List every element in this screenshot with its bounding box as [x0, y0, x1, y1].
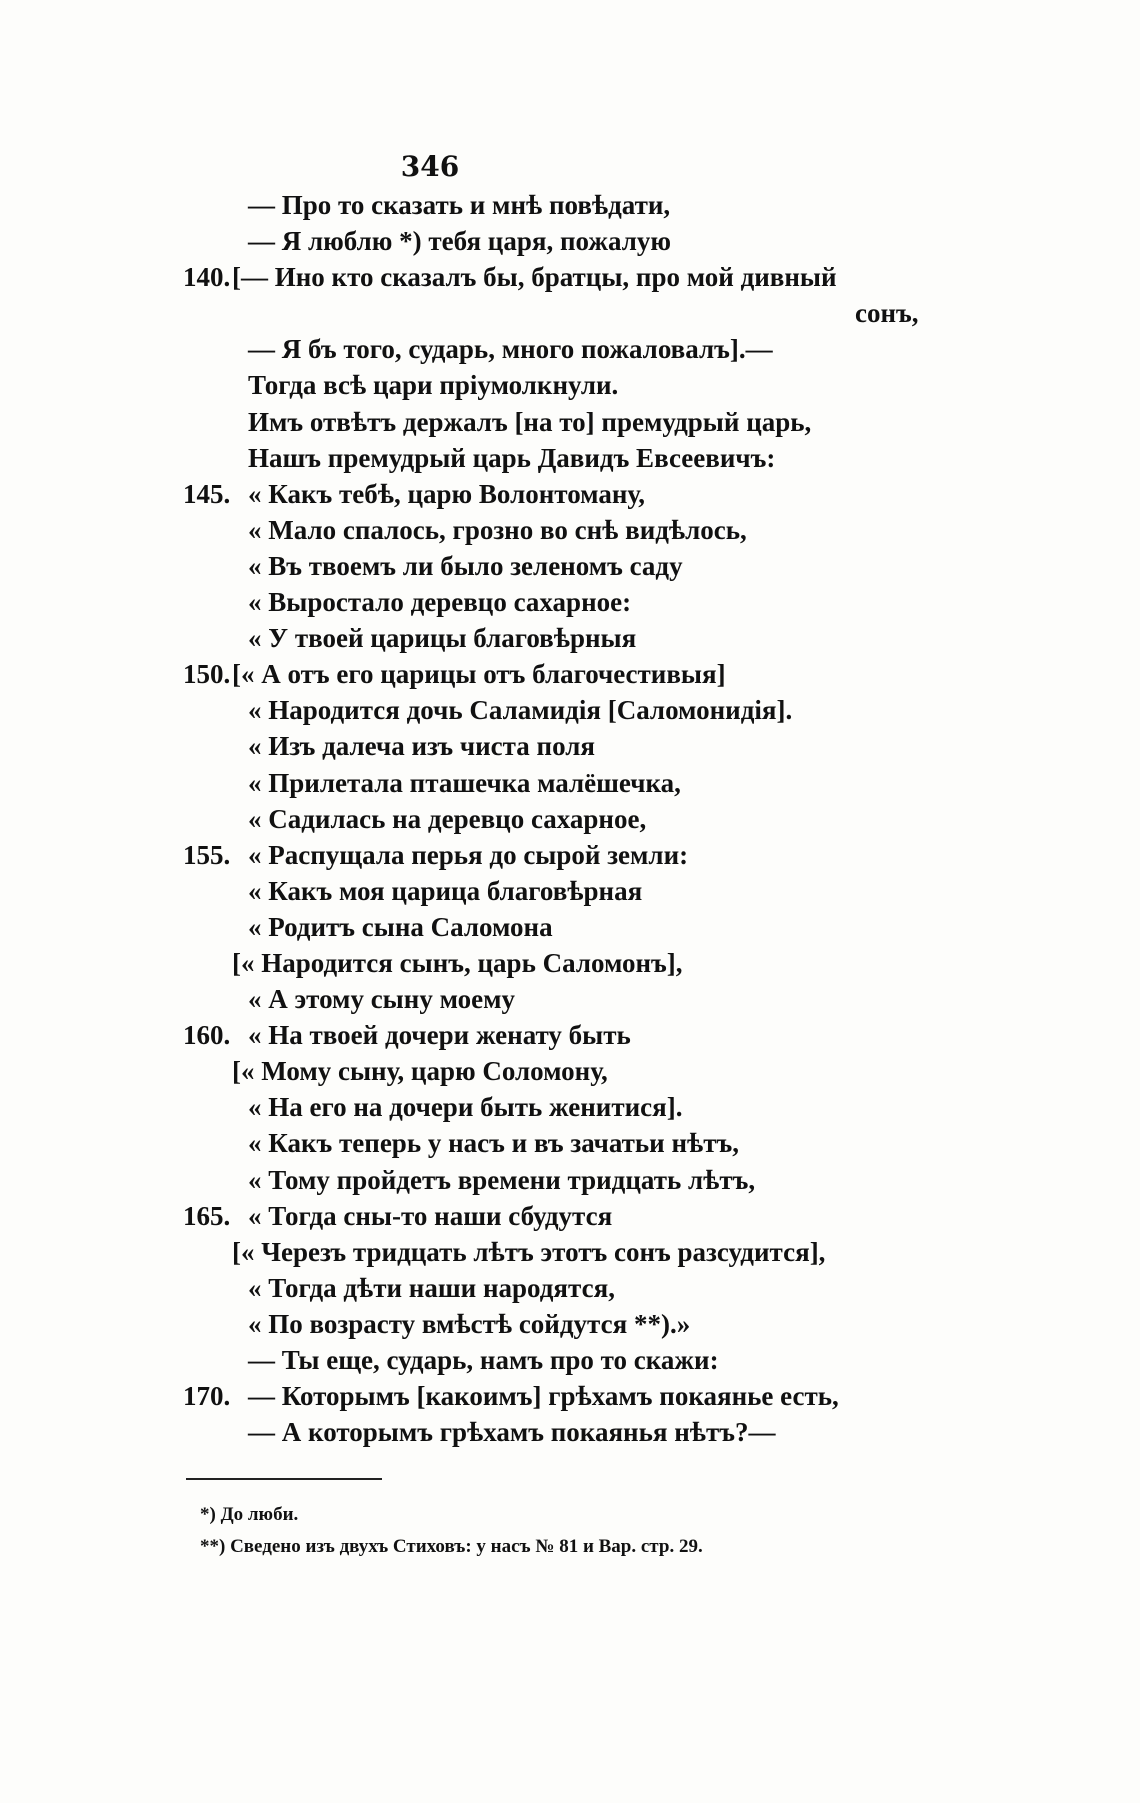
line-number: 150.: [183, 659, 231, 690]
verse-line: [0, 984, 1140, 1020]
verse-line: [0, 551, 1140, 587]
verse-line: [0, 659, 1140, 695]
verse-line: [0, 262, 1140, 298]
verse-line: [0, 840, 1140, 876]
footnote: *) До люби.: [200, 1504, 299, 1525]
verse-line: [0, 1417, 1140, 1453]
line-text: « На твоей дочери женату быть: [248, 1020, 631, 1051]
line-text: Нашъ премудрый царь Давидъ Евсеевичъ:: [248, 442, 776, 473]
verse-line: [0, 298, 1140, 334]
line-text: сонъ,: [855, 298, 919, 329]
verse-line: [0, 1128, 1140, 1164]
verse-line: [0, 948, 1140, 984]
line-number: 140.: [183, 262, 231, 293]
page-number: 346: [400, 150, 460, 183]
line-text: [« Народится сынъ, царь Саломонъ],: [232, 947, 683, 978]
line-text: — Которымъ [какоимъ] грѣхамъ покаяньe есть,: [248, 1381, 839, 1412]
verse-line: [0, 1201, 1140, 1237]
line-text: — Я бъ того, сударь, много пожаловалъ].—: [248, 334, 773, 365]
verse-line: [0, 370, 1140, 406]
line-text: — Ты еще, сударь, намъ про то скажи:: [248, 1345, 719, 1375]
line-text: « Распущала перья до сырой земли:: [248, 839, 689, 870]
line-text: « Выростало деревцо сахарное:: [248, 587, 632, 618]
line-text: Имъ отвѣтъ держалъ [на то] премудрый царь,: [248, 406, 812, 437]
line-text: « Прилетала пташечка малёшечка,: [248, 767, 681, 798]
footnote: **) Сведено изъ двухъ Стиховъ: у насъ № 81 и Вар. стр. 29.: [200, 1536, 703, 1557]
verse-line: [0, 1165, 1140, 1201]
verse-line: [0, 515, 1140, 551]
verse-line: [0, 804, 1140, 840]
line-text: « Народится дочь Саламидія [Саломонидія].: [248, 695, 793, 726]
line-text: — Про то сказать и мнѣ повѣдати,: [248, 190, 671, 220]
line-text: [— Ино кто сказалъ бы, братцы, про мой дивный: [232, 262, 837, 293]
verse-line: [0, 623, 1140, 659]
line-text: « По возрасту вмѣстѣ сойдутся **).»: [248, 1308, 691, 1339]
verse-line: [0, 334, 1140, 370]
verse-line: [0, 1381, 1140, 1417]
line-text: — Я люблю *) тебя царя, пожалую: [248, 226, 671, 257]
line-text: [« А отъ его царицы отъ благочестивыя]: [232, 659, 726, 690]
line-text: « Тогда сны-то наши сбудутся: [248, 1200, 613, 1231]
verse-line: [0, 407, 1140, 443]
verse-line: [0, 226, 1140, 262]
verse-line: [0, 731, 1140, 767]
verse-line: [0, 695, 1140, 731]
line-text: — А которымъ грѣхамъ покаянья нѣтъ?—: [248, 1417, 776, 1448]
verse-line: [0, 190, 1140, 226]
verse-line: [0, 1273, 1140, 1309]
verse-line: [0, 1056, 1140, 1092]
verse-line: [0, 1309, 1140, 1345]
line-text: [« Черезъ тридцать лѣтъ этотъ сонъ разсудится],: [232, 1236, 826, 1267]
line-number: 170.: [183, 1381, 231, 1412]
verse-line: [0, 1237, 1140, 1273]
verse-line: [0, 912, 1140, 948]
line-text: « Какъ моя царица благовѣрная: [248, 875, 643, 906]
verse-block: [0, 190, 1140, 1453]
line-text: « У твоей царицы благовѣрныя: [248, 623, 637, 654]
line-text: « Тому пройдетъ времени тридцать лѣтъ,: [248, 1164, 756, 1195]
line-text: « Въ твоемъ ли было зеленомъ саду: [248, 550, 683, 581]
line-number: 145.: [183, 478, 231, 509]
line-text: « Мало спалось, грозно во снѣ видѣлось,: [248, 514, 747, 545]
line-number: 155.: [183, 839, 231, 870]
verse-line: [0, 876, 1140, 912]
line-text: « Какъ тебѣ, царю Волонтоману,: [248, 478, 645, 509]
line-text: « А этому сыну моему: [248, 984, 515, 1015]
verse-line: [0, 768, 1140, 804]
line-text: Тогда всѣ цари пріумолкнули.: [248, 370, 619, 401]
line-text: « На его на дочери быть женитися].: [248, 1092, 683, 1123]
verse-line: [0, 443, 1140, 479]
line-text: « Садилась на деревцо сахарное,: [248, 803, 647, 834]
line-text: « Какъ теперь у насъ и въ зачатьи нѣтъ,: [248, 1128, 739, 1159]
line-number: 165.: [183, 1200, 231, 1231]
line-text: « Тогда дѣти наши народятся,: [248, 1272, 615, 1303]
verse-line: [0, 1092, 1140, 1128]
line-text: [« Мому сыну, царю Соломону,: [232, 1056, 608, 1087]
verse-line: [0, 1345, 1140, 1381]
verse-line: [0, 479, 1140, 515]
line-number: 160.: [183, 1020, 231, 1051]
line-text: « Изъ далеча изъ чиста поля: [248, 731, 595, 762]
verse-line: [0, 1020, 1140, 1056]
line-text: « Родитъ сына Саломона: [248, 911, 553, 942]
verse-line: [0, 587, 1140, 623]
footnote-divider: [186, 1478, 382, 1480]
